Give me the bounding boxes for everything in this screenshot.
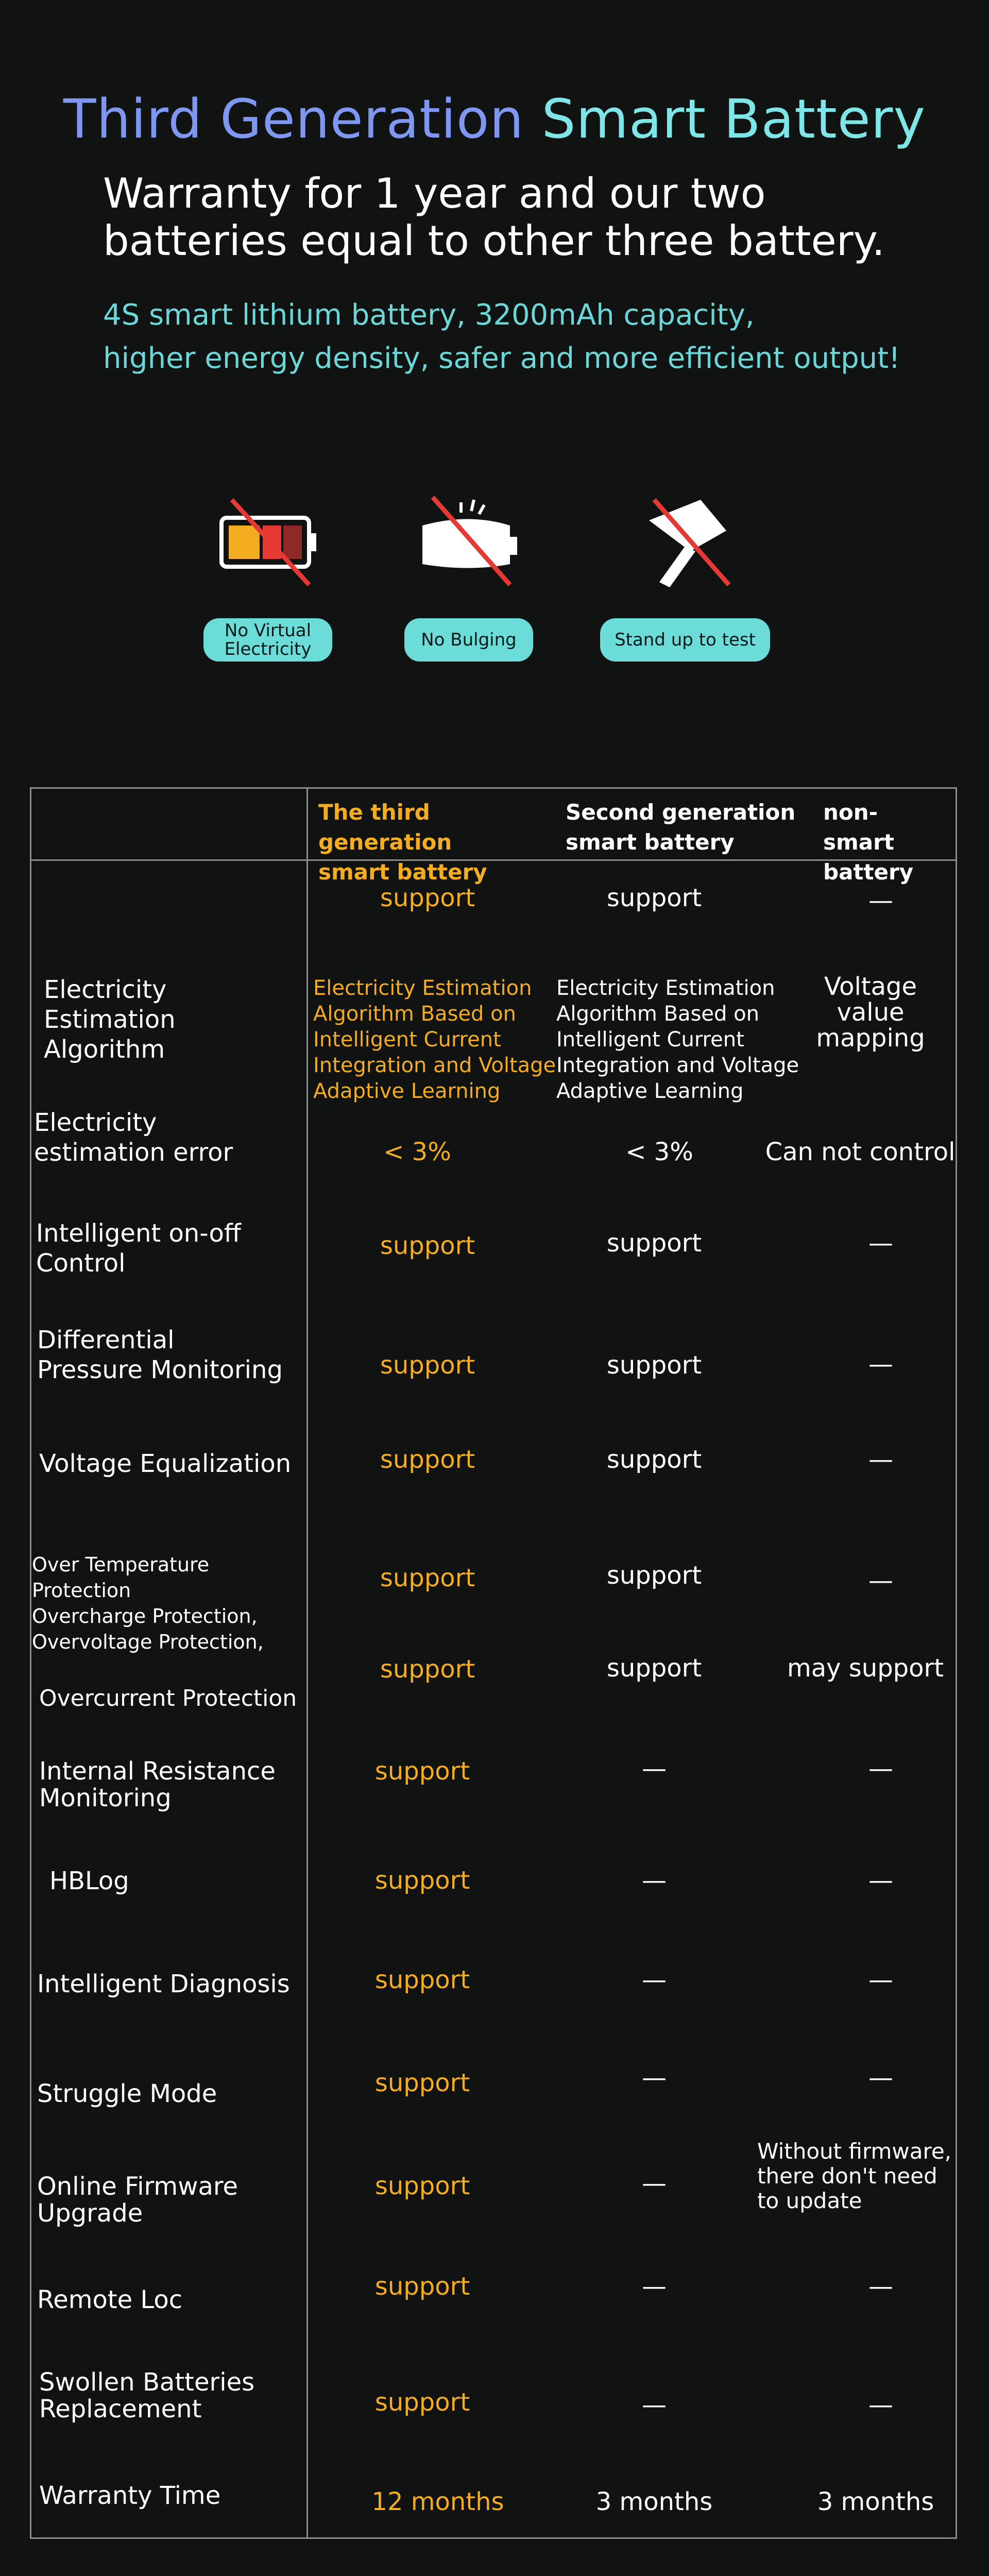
row12-label-line2: Upgrade <box>37 2199 143 2228</box>
feature-no-virtual <box>191 479 345 675</box>
row11-c3: — <box>868 2063 893 2092</box>
row1-c2-line: Adaptive Learning <box>556 1079 744 1103</box>
row1-label-line2: Algorithm <box>44 1035 165 1064</box>
row1-label-line1: Electricity Estimation <box>44 975 176 1034</box>
row1-c2-line: Electricity Estimation <box>556 976 775 1000</box>
row4-c3: — <box>868 1350 893 1379</box>
hero-subtitle-line1: Warranty for 1 year and our two <box>103 170 766 217</box>
row14-c2: — <box>642 2391 667 2419</box>
header-third-gen-line1: The third generation <box>318 800 452 855</box>
row15-c1: 12 months <box>371 2487 504 2516</box>
row4-c2: support <box>606 1351 702 1380</box>
row-label-diagnosis: Intelligent Diagnosis <box>37 1970 290 1998</box>
row0-c1: support <box>380 884 475 912</box>
row6-c2: support <box>606 1561 702 1590</box>
row1-c2-line: Integration and Voltage <box>556 1054 799 1077</box>
row4-label-line2: Pressure Monitoring <box>37 1355 283 1384</box>
row1-c3-line2: mapping <box>816 1024 925 1053</box>
hero-desc-line2: higher energy density, safer and more efficient output! <box>103 342 900 375</box>
row-label-onoff <box>36 1218 294 1278</box>
row12-c2: — <box>642 2169 667 2198</box>
row1-c1-line: Intelligent Current <box>313 1028 501 1052</box>
row4-c1: support <box>380 1351 475 1380</box>
row3-label-line1: Intelligent on-off <box>36 1219 241 1248</box>
feature-label-no-virtual <box>203 618 332 662</box>
hero-desc-line1: 4S smart lithium battery, 3200mAh capacity, <box>103 298 755 332</box>
row-label-protection <box>32 1552 310 1655</box>
row7-c2: support <box>606 1654 702 1683</box>
hero-title <box>0 88 989 150</box>
row9-c1: support <box>374 1866 470 1895</box>
header-third-gen-line2: smart battery <box>318 859 487 885</box>
row6-c3: — <box>868 1566 893 1595</box>
feature-no-bulging <box>391 479 546 675</box>
row5-c3: — <box>868 1445 893 1474</box>
row-label-remote-loc: Remote Loc <box>37 2285 183 2314</box>
row14-label-line2: Replacement <box>39 2395 202 2424</box>
row-label-firmware <box>37 2173 295 2227</box>
row10-c2: — <box>642 1965 667 1994</box>
row-label-overcurrent: Overcurrent Protection <box>39 1685 297 1711</box>
row12-c3-line: to update <box>757 2188 862 2213</box>
row0-c2: support <box>606 884 702 912</box>
row9-c3: — <box>868 1866 893 1895</box>
row1-c2-line: Intelligent Current <box>556 1028 744 1052</box>
row2-label-line1: Electricity <box>34 1108 157 1137</box>
row12-c3-line: there don't need <box>757 2163 937 2189</box>
row1-c1-line: Algorithm Based on <box>313 1002 516 1026</box>
row14-c1: support <box>374 2388 470 2417</box>
row15-c2: 3 months <box>595 2487 713 2516</box>
battery-crossed-icon <box>211 489 325 592</box>
hammer-crossed-icon <box>628 489 742 592</box>
row-label-warranty: Warranty Time <box>39 2481 221 2510</box>
row1-c1 <box>313 975 560 1104</box>
row12-c1: support <box>374 2172 470 2200</box>
row1-c2-line: Algorithm Based on <box>556 1002 759 1026</box>
header-third-gen <box>318 798 555 887</box>
hero-description <box>103 294 927 380</box>
row-label-voltage-eq: Voltage Equalization <box>39 1449 292 1478</box>
row8-c3: — <box>868 1754 893 1783</box>
row8-label-line1: Internal Resistance <box>39 1757 276 1786</box>
feature-label-no-bulging: No Bulging <box>404 618 533 662</box>
feature-label-line1: No Virtual <box>224 620 312 641</box>
row1-c1-line: Integration and Voltage <box>313 1054 556 1077</box>
row5-c1: support <box>380 1445 475 1474</box>
bulging-battery-crossed-icon <box>412 489 525 592</box>
row6-label-line2: Overcharge Protection, <box>32 1605 258 1628</box>
row4-label-line1: Differential <box>37 1326 175 1354</box>
header-second-gen <box>566 798 803 857</box>
row-label-swollen <box>39 2369 297 2422</box>
row3-c3: — <box>868 1229 893 1258</box>
row0-c3: — <box>868 886 893 915</box>
row11-c2: — <box>642 2063 667 2092</box>
row8-c2: — <box>642 1754 667 1783</box>
row7-c3: may support <box>787 1654 944 1683</box>
row8-c1: support <box>374 1757 470 1786</box>
row1-c3-line1: Voltage value <box>824 972 917 1027</box>
row3-label-line2: Control <box>36 1249 126 1278</box>
row13-c1: support <box>374 2272 470 2301</box>
row12-c3 <box>757 2139 953 2213</box>
row2-c2: < 3% <box>625 1138 693 1166</box>
row6-c1: support <box>380 1564 475 1592</box>
header-second-gen-line1: Second generation <box>566 800 796 825</box>
row3-c1: support <box>380 1231 475 1260</box>
row13-c2: — <box>642 2272 667 2301</box>
hero-subtitle-line2: batteries equal to other three battery. <box>103 217 885 265</box>
row1-c2 <box>556 975 804 1104</box>
header-second-gen-line2: smart battery <box>566 829 735 855</box>
row2-label-line2: estimation error <box>34 1138 233 1167</box>
row8-label-line2: Monitoring <box>39 1784 172 1812</box>
table-divider-col1 <box>306 787 308 2539</box>
row10-c1: support <box>374 1965 470 1994</box>
feature-stand-up-test <box>608 479 762 675</box>
row-label-estimation-algorithm <box>44 975 301 1064</box>
hero-title-part2: Smart Battery <box>541 88 926 150</box>
row1-c1-line: Electricity Estimation <box>313 976 532 1000</box>
header-non-smart <box>823 798 947 887</box>
row3-c2: support <box>606 1229 702 1258</box>
row-label-differential <box>37 1325 295 1385</box>
header-non-smart-line2: battery <box>823 859 914 885</box>
row2-c3: Can not control <box>765 1138 956 1166</box>
row1-c3 <box>793 974 948 1051</box>
row-label-hblog: HBLog <box>49 1867 129 1895</box>
row-label-estimation-error <box>34 1108 292 1167</box>
hero-subtitle <box>103 170 907 265</box>
row9-c2: — <box>642 1866 667 1895</box>
row10-c3: — <box>868 1965 893 1994</box>
header-non-smart-line1: non-smart <box>823 800 894 855</box>
row2-c1: < 3% <box>383 1138 451 1166</box>
feature-label-stand-up: Stand up to test <box>600 618 770 662</box>
row12-label-line1: Online Firmware <box>37 2172 238 2201</box>
row5-c2: support <box>606 1445 702 1474</box>
row14-label-line1: Swollen Batteries <box>39 2368 255 2397</box>
hero-title-part1: Third Generation <box>63 88 524 150</box>
row11-c1: support <box>374 2069 470 2097</box>
feature-label-line2: Electricity <box>224 639 312 659</box>
row-label-struggle: Struggle Mode <box>37 2079 217 2108</box>
row14-c3: — <box>868 2391 893 2419</box>
row7-c1: support <box>380 1655 475 1684</box>
row13-c3: — <box>868 2272 893 2301</box>
row1-c1-line: Adaptive Learning <box>313 1079 501 1103</box>
row15-c3: 3 months <box>817 2487 934 2516</box>
row12-c3-line: Without firmware, <box>757 2139 952 2164</box>
row-label-internal-resistance <box>39 1758 297 1811</box>
row6-label-line1: Over Temperature Protection <box>32 1553 210 1602</box>
row6-label-line3: Overvoltage Protection, <box>32 1631 264 1653</box>
